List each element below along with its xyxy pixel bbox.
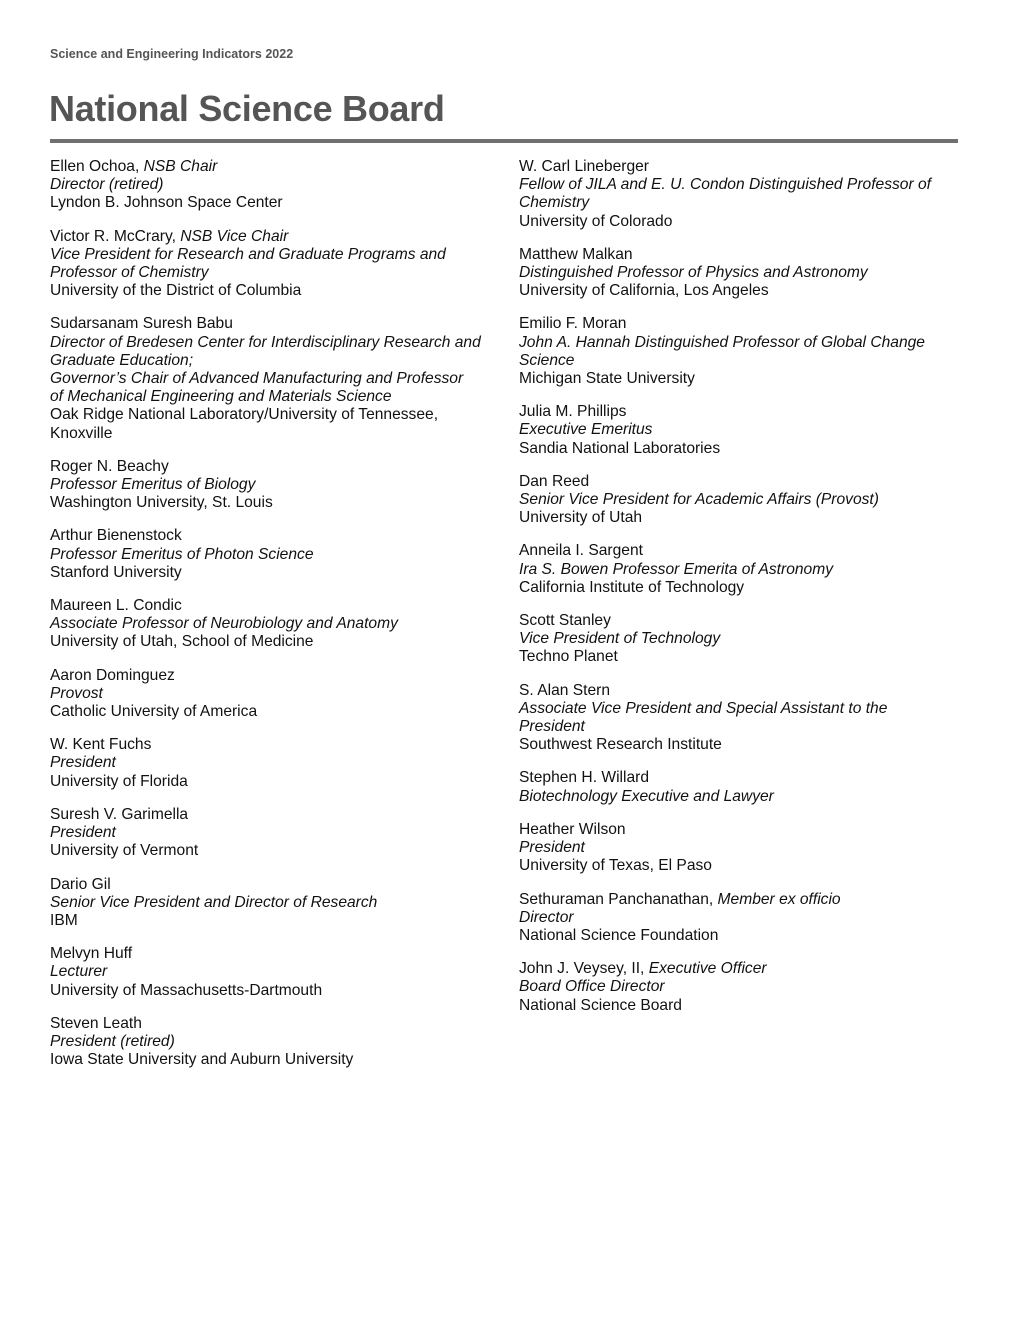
member-name-line xyxy=(50,1015,500,1033)
member-affiliation: National Science Foundation xyxy=(519,926,719,944)
member-entry xyxy=(50,527,500,582)
member-name: Matthew Malkan xyxy=(519,245,633,263)
member-entry xyxy=(519,403,959,458)
member-title: Senior Vice President for Academic Affairs (Provost) xyxy=(519,491,879,509)
member-affiliation: California Institute of Technology xyxy=(519,578,745,596)
member-title: Provost xyxy=(50,684,103,702)
member-name: Scott Stanley xyxy=(519,612,611,630)
member-name-line xyxy=(519,960,959,978)
member-name: Maureen L. Condic xyxy=(50,597,182,615)
member-title: of Mechanical Engineering and Materials Science xyxy=(50,388,392,406)
member-title: President xyxy=(519,839,585,857)
member-affiliation: University of Utah xyxy=(519,509,643,527)
member-affiliation: University of Colorado xyxy=(519,212,673,230)
member-entry xyxy=(519,542,959,597)
member-title: Executive Emeritus xyxy=(519,421,653,439)
member-name-line xyxy=(519,315,959,333)
member-title: Vice President for Research and Graduate Programs and xyxy=(50,245,446,263)
member-name: John J. Veysey, II, xyxy=(519,960,645,978)
member-title: Professor Emeritus of Biology xyxy=(50,476,256,494)
member-name-line xyxy=(50,667,500,685)
member-name-line xyxy=(519,612,959,630)
member-entry xyxy=(519,960,959,1015)
member-name: Stephen H. Willard xyxy=(519,769,650,787)
page-title: National Science Board xyxy=(49,88,445,129)
member-name: Emilio F. Moran xyxy=(519,315,627,333)
member-name-line xyxy=(519,246,959,264)
member-entry xyxy=(50,806,500,861)
member-title: Board Office Director xyxy=(519,978,665,996)
member-board-role: NSB Chair xyxy=(143,158,218,175)
member-name: Victor R. McCrary, xyxy=(50,227,176,245)
member-name: Suresh V. Garimella xyxy=(50,805,189,823)
member-name: Roger N. Beachy xyxy=(50,457,169,475)
member-name-line xyxy=(519,769,959,787)
member-name: Steven Leath xyxy=(50,1014,142,1032)
member-name-line xyxy=(519,158,959,176)
member-board-role: NSB Vice Chair xyxy=(180,227,289,245)
member-title: President (retired) xyxy=(50,1032,175,1050)
member-title: Director xyxy=(519,908,574,926)
member-title: Senior Vice President and Director of Research xyxy=(50,893,378,911)
member-name: Dario Gil xyxy=(50,875,111,893)
member-entry xyxy=(50,315,500,442)
member-name: Dan Reed xyxy=(519,472,590,490)
member-affiliation: Southwest Research Institute xyxy=(519,736,722,754)
member-entry xyxy=(50,876,500,931)
member-title: Professor Emeritus of Photon Science xyxy=(50,545,314,563)
member-title: Vice President of Technology xyxy=(519,630,721,648)
member-title: Professor of Chemistry xyxy=(50,264,209,282)
member-entry xyxy=(519,891,959,946)
member-name: Heather Wilson xyxy=(519,820,626,838)
member-affiliation: Knoxville xyxy=(50,424,113,442)
member-title: Science xyxy=(519,351,575,369)
member-name: Julia M. Phillips xyxy=(519,403,627,421)
member-entry xyxy=(519,769,959,805)
member-name: S. Alan Stern xyxy=(519,681,611,699)
member-affiliation: Stanford University xyxy=(50,563,182,581)
member-title: President xyxy=(50,824,116,842)
member-affiliation: University of California, Los Angeles xyxy=(519,282,769,300)
member-name: Ellen Ochoa, xyxy=(50,158,140,175)
member-name-line xyxy=(50,876,500,894)
member-affiliation: Sandia National Laboratories xyxy=(519,439,721,457)
member-name-line xyxy=(50,597,500,615)
member-name: W. Carl Lineberger xyxy=(519,158,650,175)
member-name: W. Kent Fuchs xyxy=(50,736,152,754)
member-name-line xyxy=(519,891,959,909)
member-affiliation: Lyndon B. Johnson Space Center xyxy=(50,194,283,212)
member-name-line xyxy=(50,315,500,333)
member-affiliation: Oak Ridge National Laboratory/University of Tennessee, xyxy=(50,406,439,424)
member-entry xyxy=(519,821,959,876)
member-title: Associate Vice President and Special Assistant to the xyxy=(519,699,888,717)
member-title: Director of Bredesen Center for Interdisciplinary Research and xyxy=(50,333,481,351)
member-affiliation: University of Vermont xyxy=(50,842,199,860)
member-entry xyxy=(519,246,959,301)
member-title: Graduate Education; xyxy=(50,351,194,369)
member-title: Associate Professor of Neurobiology and Anatomy xyxy=(50,615,398,633)
member-name-line xyxy=(519,403,959,421)
member-board-role: Executive Officer xyxy=(648,960,767,978)
member-name-line xyxy=(50,945,500,963)
member-entry xyxy=(50,1015,500,1070)
member-affiliation: Catholic University of America xyxy=(50,703,258,721)
member-name: Sethuraman Panchanathan, xyxy=(519,890,714,908)
member-affiliation: IBM xyxy=(50,911,78,929)
member-name-line xyxy=(519,821,959,839)
member-name-line xyxy=(50,158,500,176)
member-affiliation: Iowa State University and Auburn University xyxy=(50,1051,354,1069)
member-entry xyxy=(519,158,959,231)
member-entry xyxy=(519,682,959,755)
member-affiliation: University of the District of Columbia xyxy=(50,282,302,300)
member-affiliation: University of Massachusetts-Dartmouth xyxy=(50,981,323,999)
member-name-line xyxy=(50,228,500,246)
member-entry xyxy=(50,597,500,652)
member-title: President xyxy=(50,754,116,772)
member-affiliation: University of Texas, El Paso xyxy=(519,857,712,875)
member-entry xyxy=(50,945,500,1000)
member-name-line xyxy=(50,806,500,824)
member-name: Melvyn Huff xyxy=(50,945,133,963)
member-name: Aaron Dominguez xyxy=(50,666,175,684)
member-title: John A. Hannah Distinguished Professor of Global Change xyxy=(519,333,925,351)
member-entry xyxy=(519,315,959,388)
member-title: Fellow of JILA and E. U. Condon Distinguished Professor of xyxy=(519,176,932,194)
member-title: Governor’s Chair of Advanced Manufacturing and Professor xyxy=(50,370,464,388)
member-board-role: Member ex officio xyxy=(717,890,841,908)
member-title: Biotechnology Executive and Lawyer xyxy=(519,787,774,805)
title-divider xyxy=(50,139,958,143)
member-name-line xyxy=(50,736,500,754)
member-name: Sudarsanam Suresh Babu xyxy=(50,315,233,333)
running-header: Science and Engineering Indicators 2022 xyxy=(50,47,294,61)
member-affiliation: University of Utah, School of Medicine xyxy=(50,633,314,651)
member-entry xyxy=(50,736,500,791)
member-title: Director (retired) xyxy=(50,176,164,194)
member-entry xyxy=(519,473,959,528)
member-entry xyxy=(50,667,500,722)
member-title: Distinguished Professor of Physics and Astronomy xyxy=(519,264,868,282)
member-affiliation: National Science Board xyxy=(519,996,682,1014)
member-title: Lecturer xyxy=(50,963,108,981)
member-affiliation: Techno Planet xyxy=(519,648,618,666)
member-entry xyxy=(50,458,500,513)
member-name-line xyxy=(50,527,500,545)
members-column-right xyxy=(519,158,959,1030)
member-name-line xyxy=(50,458,500,476)
member-title: Chemistry xyxy=(519,194,590,212)
member-affiliation: Washington University, St. Louis xyxy=(50,494,273,512)
member-name-line xyxy=(519,682,959,700)
member-name-line xyxy=(519,542,959,560)
member-entry xyxy=(519,612,959,667)
member-entry xyxy=(50,228,500,301)
members-column-left xyxy=(50,158,500,1084)
member-name: Arthur Bienenstock xyxy=(50,527,182,545)
member-entry xyxy=(50,158,500,213)
member-title: President xyxy=(519,718,585,736)
member-title: Ira S. Bowen Professor Emerita of Astronomy xyxy=(519,560,834,578)
member-name: Anneila I. Sargent xyxy=(519,542,643,560)
member-affiliation: University of Florida xyxy=(50,772,188,790)
member-affiliation: Michigan State University xyxy=(519,370,695,388)
member-name-line xyxy=(519,473,959,491)
